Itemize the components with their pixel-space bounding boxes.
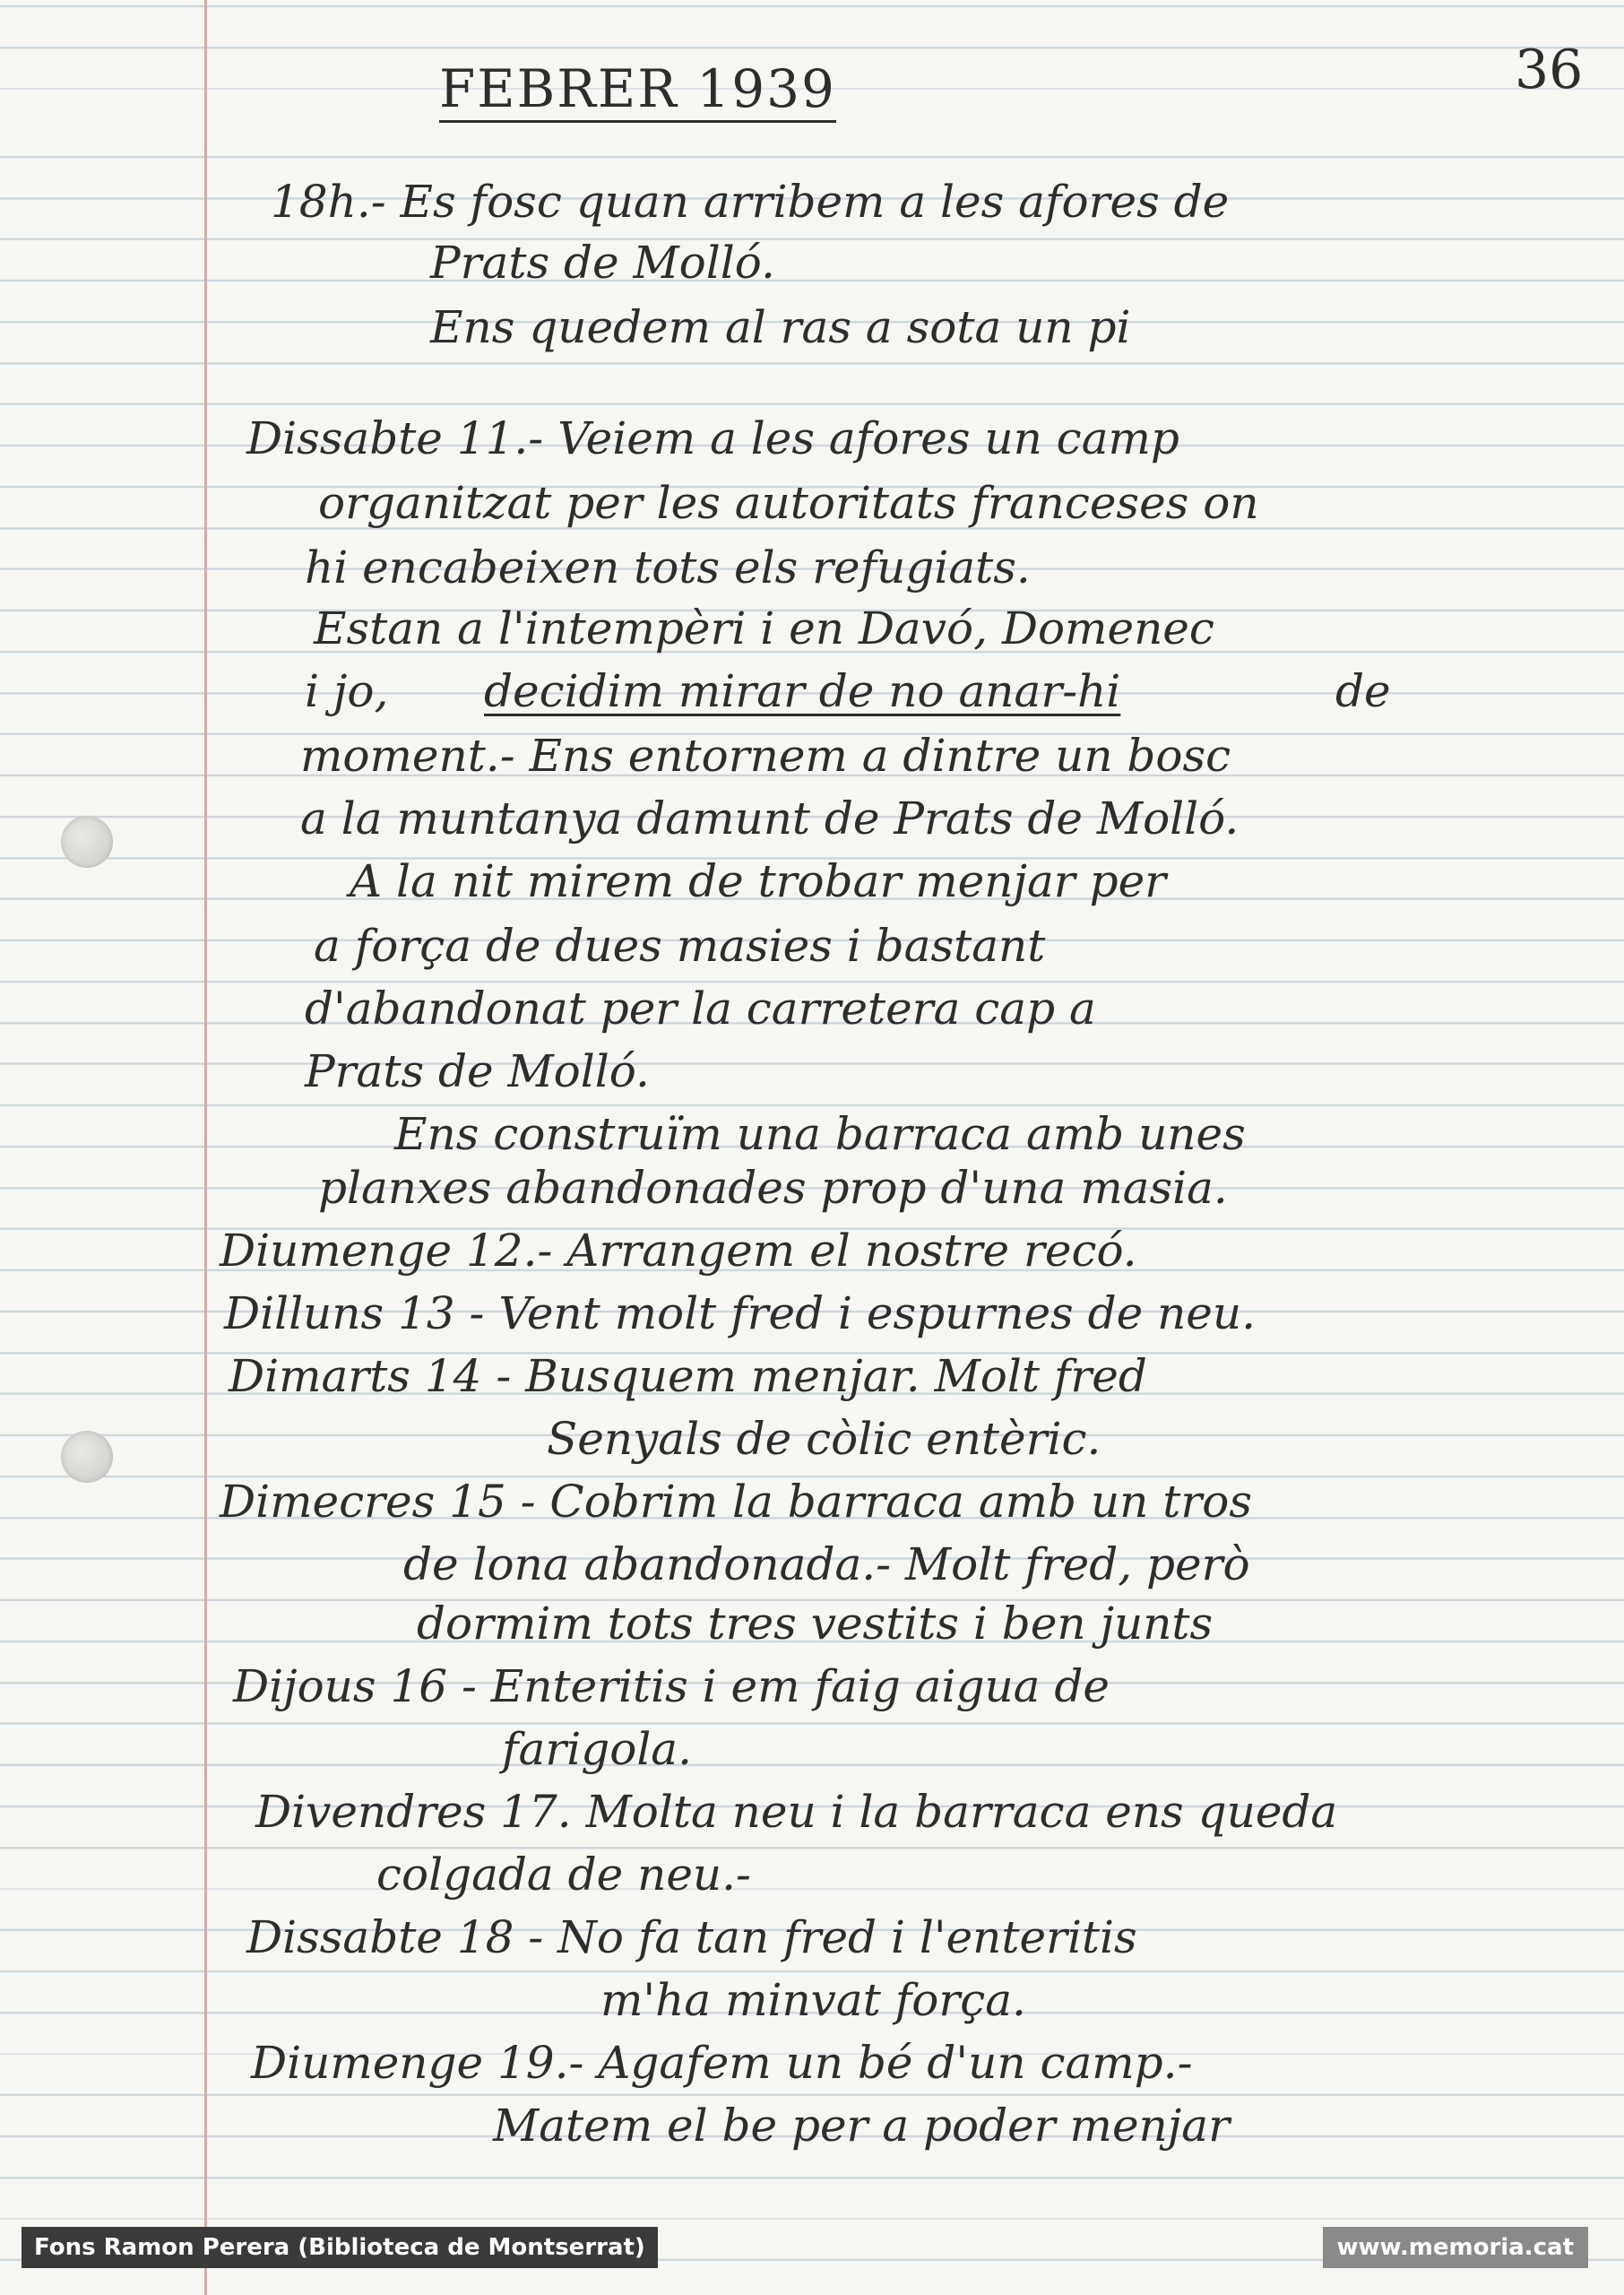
diary-line: Ens construïm una barraca amb unes [394,1108,1246,1160]
diary-line: colgada de neu.- [376,1849,751,1901]
diary-line: Dijous 16 - Enteritis i em faig aigua de [233,1660,1110,1712]
diary-line: Diumenge 12.- Arrangem el nostre recó. [220,1225,1137,1277]
diary-line: de [1335,665,1391,717]
diary-line: A la nit mirem de trobar menjar per [350,855,1167,907]
diary-line: planxes abandonades prop d'una masia. [318,1162,1228,1214]
diary-line: Senyals de còlic entèric. [547,1413,1101,1465]
diary-line: Dimecres 15 - Cobrim la barraca amb un tros [220,1476,1253,1528]
diary-line: d'abandonat per la carretera cap a [305,983,1096,1035]
diary-line: a la muntanya damunt de Prats de Molló. [300,792,1240,844]
diary-line: hi encabeixen tots els refugiats. [305,541,1031,593]
underlined-phrase: decidim mirar de no anar-hi [484,665,1121,717]
diary-line: Prats de Molló. [430,237,775,289]
diary-line: farigola. [502,1723,693,1775]
diary-line: Dissabte 11.- Veiem a les afores un camp [246,412,1179,464]
diary-line: de lona abandonada.- Molt fred, però [403,1538,1250,1590]
diary-line: Matem el be per a poder menjar [493,2100,1230,2152]
diary-line: i jo, [305,665,389,717]
archive-credit-label: Fons Ramon Perera (Biblioteca de Montserrat) [22,2227,658,2268]
diary-line: 18h.- Es fosc quan arribem a les afores de [271,176,1230,228]
diary-line: Prats de Molló. [305,1045,650,1097]
diary-line: dormim tots tres vestits i ben junts [417,1598,1214,1650]
diary-line: moment.- Ens entornem a dintre un bosc [300,730,1231,782]
diary-line: a força de dues masies i bastant [314,920,1046,972]
diary-line: Divendres 17. Molta neu i la barraca ens queda [255,1786,1338,1838]
diary-line: organitzat per les autoritats franceses on [318,477,1259,529]
punch-hole [61,816,113,868]
diary-line: Dimarts 14 - Busquem menjar. Molt fred [229,1350,1147,1402]
diary-line: Dilluns 13 - Vent molt fred i espurnes de neu. [224,1287,1256,1339]
website-label: www.memoria.cat [1323,2227,1589,2268]
diary-line: Ens quedem al ras a sota un pi [430,301,1131,353]
diary-line: m'ha minvat força. [600,1974,1026,2026]
diary-line: Estan a l'intempèri i en Davó, Domenec [314,602,1214,654]
page-title: FEBRER 1939 [439,63,836,123]
diary-line: Diumenge 19.- Agafem un bé d'un camp.- [251,2037,1193,2089]
punch-hole [61,1431,113,1483]
page-number: 36 [1515,39,1584,101]
diary-line: Dissabte 18 - No fa tan fred i l'enteritis [246,1911,1137,1963]
